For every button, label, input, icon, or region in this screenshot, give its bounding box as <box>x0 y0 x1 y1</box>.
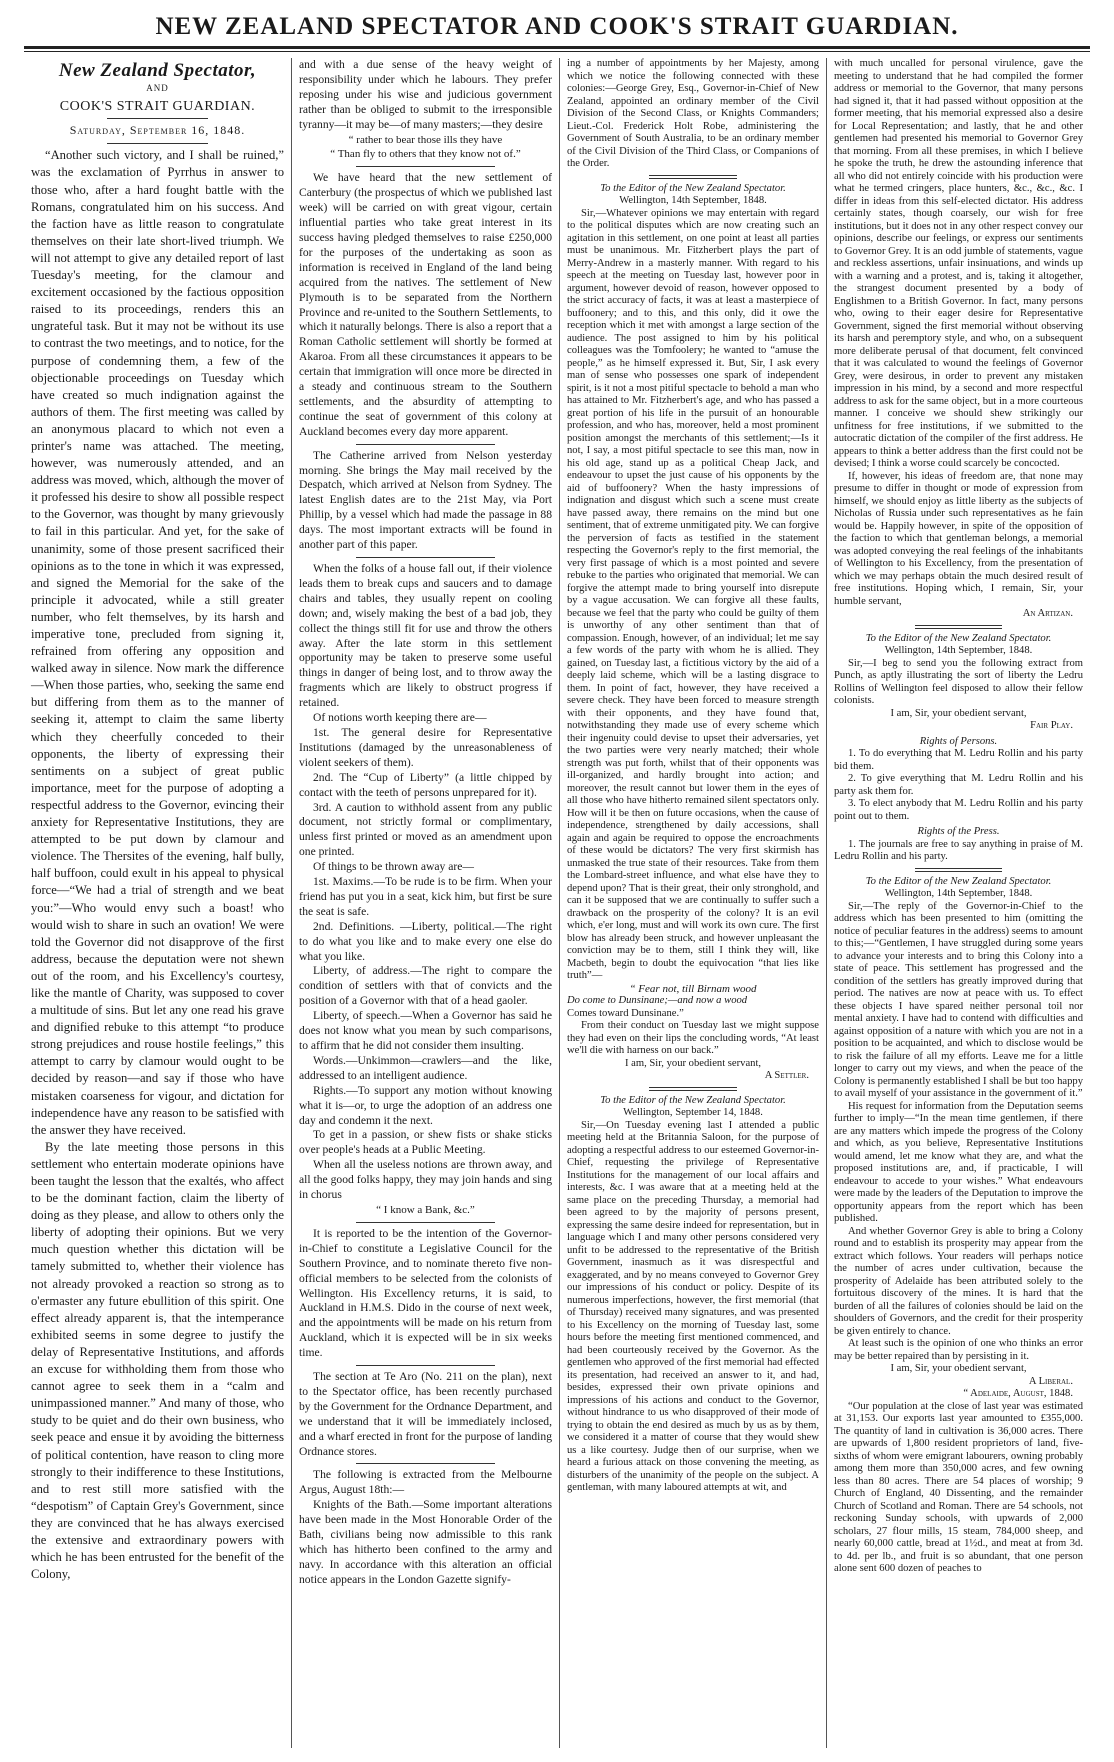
nameplate: New Zealand Spectator, <box>58 60 257 81</box>
news-paragraph: 1st. The general desire for Representative Institutions (damaged by the unreasonableness of violent seekers of them). <box>299 725 552 769</box>
letter-body: Sir,—The reply of the Governor-in-Chief to the address which has been presented to him (omitting the notice of peculiar features in the address) seems to amount to this;—“Gentlemen, I have struggled during some years to advance your interests and to bring this Colony into a state of peace. This settlement has progressed and the condition of the settlers has greatly improved during that period. The natives are now at peace with us. To effect these objects I have spared neither personal toil nor mental anxiety. I have had to contend with difficulties and against opposition of a nature with which you are not in a position to be acquainted, and which to disclose would be to risk the failure of all my efforts. Leave me for a little longer to carry out my views, and when the peace of the Colony is permanently established I shall be but too happy to avail myself of your assistance in the government of it.” <box>834 900 1083 1099</box>
nameplate-and: AND <box>146 83 169 94</box>
news-paragraph: Knights of the Bath.—Some important alterations have been made in the Most Honorable Order of the Bath, civilians being now admissible to this rank which has hitherto been confined to the army and navy. In accordance with this alteration an official notice appears in the London Gazette signify- <box>299 1498 552 1586</box>
letter-dateline: Wellington, September 14, 1848. <box>623 1107 763 1118</box>
letter-signature: A Liberal. <box>1028 1375 1073 1387</box>
verse-line: “ rather to bear those ills they have <box>348 133 503 146</box>
news-paragraph: When the folks of a house fall out, if their violence leads them to break cups and saucers and to damage chairs and tables, they usually repent on cooling down; and, wisely making the best of a bad job, they collect the things still fit for use and throw the others away. After the late storm in this settlement opportunity may be taken to preserve some useful things in danger of being lost, and to throw away the fragments which are likely to obstruct progress if retained. <box>299 562 552 710</box>
divider <box>356 1463 495 1464</box>
issue-date: Saturday, September 16, 1848. <box>69 123 246 138</box>
news-paragraph: 1st. Maxims.—To be rude is to be firm. When your friend has put you in a seat, kick him, but first be sure the seat is safe. <box>299 875 552 918</box>
extract-dateline: “ Adelaide, August, 1848. <box>963 1388 1073 1399</box>
letter-body: Sir,—Whatever opinions we may entertain with regard to the political disputes which are now creating such an agitation in this settlement, on one point at least all parties must be unanimous. Mr. Fitzherbert plays the part of Merry-Andrew in a masterly manner. With regard to his speech at the meeting on Tuesday last, however poor in argument, however devoid of reason, however opposed to the strict accuracy of facts, it was at least a masterpiece of buffoonery; and to this, and this only, did it owe the reception which it met with amongst a large section of the audience. The post assigned to him by his political colleagues was the Tomfoolery; he wanted to “amuse the people,” as he himself expressed it. But, Sir, I ask every man of sense who possesses one spark of independent spirit, is it not a most pitiful spectacle to behold a man who has attained to Mr. Fitzherbert's age, and who has passed a great portion of his life in the pursuit of an honourable profession, and who has, moreover, held a most prominent position amongst the merchants of this settlement;—Is it not, I say, a most pitiful spectacle to see this man, now in his old age, stand up as a political Cheap Jack, and endeavour to upset the just cause of his opponents by the aid of buffoonery? When the hasty impressions of indignation and disgust which such a scene must create have passed away, there remains on the mind but one sentiment, that of extreme unmitigated pity. We can forgive the perversion of facts as testified in the statement respecting the Governor's reply to the first memorial, the very first passage of which is a most pointed and severe rebuke to the parties who originated that memorial. We can forgive the attempt made to bring yourself into disrepute by a vague accusation. We can forgive all these faults, because we feel that the party who could be guilty of them is unworthy of any other sentiment than that of compassion. Enough, however, of an individual; let me say a few words of the party with whom he is allied. They gained, on Tuesday last, a fictitious victory by the aid of a deeply laid scheme, which will be a lasting disgrace to them. In point of fact, however, they have received a severe check. They have been forced to measure strength with their opponents, and they have found that, notwithstanding they made use of every scheme which their ingenuity could devise to upset their adversaries, yet the two parties were very nearly matched; their whole strength was put forth, whilst that of their opponents was ill-organized, and hardly brought into action; and moreover, the result cannot but lower them in the eyes of all those who have hitherto remained silent spectators only. How will it be then on future occasions, when the cause of independence, strengthened by daily accessions, shall again and again be required to oppose the encroachments of these would be dictators? The very first skirmish has unmasked the true state of their resources. Take from them the Lombard-street influence, and what else have they to depend upon? That is their great, their only stronghold, and can it be supposed that we are continually to suffer such a drawback on the prosperity of the colony? It is an evil which, e'er long, must and will work its own cure. The first blow has already been struck, and however unpleasant the conviction may be to them, still I think they will, like Macbeth, begin to doubt the equivocation “that lies like truth”— <box>567 207 819 981</box>
divider <box>356 166 495 167</box>
letter-dateline: Wellington, 14th September, 1848. <box>884 645 1033 656</box>
divider <box>649 175 737 179</box>
news-paragraph: We have heard that the new settlement of Canterbury (the prospectus of which we published last week) will be carried on with great vigour, certain influential parties who take great interest in its success having pledged themselves to raise £250,000 for the purposes of the undertaking as soon as information is received in England of the land being acquired from the natives. The settlement of New Plymouth is to be separated from the Northern Province and re-united to the Southern Settlements, to which it naturally belongs. There is also a report that a Roman Catholic settlement will shortly be formed at Akaroa. From all these circumstances it appears to be certain that immigration will once more be directed in a steady and continuous stream to the Southern settlements, and the absurdity of attempting to continue the seat of government of this colony at Auckland becomes every day more apparent. <box>299 171 552 438</box>
column-3 <box>559 58 826 1748</box>
news-paragraph: Rights.—To support any motion without knowing what it is—or, to urge the adoption of an address one day and condemn it the next. <box>299 1083 552 1127</box>
masthead-rule <box>24 46 1090 52</box>
verse-line: “ Than fly to others that they know not of.” <box>330 148 521 161</box>
letter-closing: I am, Sir, your obedient servant, <box>890 1363 1027 1374</box>
verse-line: Do come to Dunsinane;—and now a wood <box>567 995 748 1006</box>
news-paragraph: To get in a passion, or shew fists or shake sticks over people's heads at a Public Meeting. <box>299 1128 552 1157</box>
letter-body: Sir,—On Tuesday evening last I attended a public meeting held at the Britannia Saloon, for the purpose of adopting a respectful address to our esteemed Governor-in-Chief, requesting the privilege of Representative Institutions for the management of our local affairs and interests, &c. I was aware that at a meeting held at the same place on the preceding Thursday, a memorial had been agreed to by the majority of persons present, expressing the same desire indeed for representation, but in language which I and many other persons considered very unfit to be addressed to the representative of the British Government, inasmuch as it was disrespectful and exaggerated, and by no means conveyed to Governor Grey our impressions of his conduct or policy. Despite of its numerous imperfections, however, the first memorial (that of Thursday) received many signatures, and was presented to his Excellency on the morning of Tuesday last, some hours before the meeting first mentioned commenced, and had been courteously received by the Governor. As the gentlemen who approved of the first memorial had effected its presentation, had received an answer to it, and had, besides, expressed their own private opinions and impressions of his actions and conduct to the Governor, without hindrance to us who disapproved of their mode of trying to obtain the end desired as much by us as by them, we considered it a matter of course that they would shew us a like courtesy. Judge then of our surprise, when we heard a furious attack on those convening the meeting, as disturbers of the unanimity of the people on the subject. A gentleman, with many laboured attempts at wit, and <box>567 1119 819 1493</box>
verse-line: “ Fear not, till Birnam wood <box>629 982 757 995</box>
divider <box>356 444 495 445</box>
news-paragraph: The section at Te Aro (No. 211 on the plan), next to the Spectator office, has been recently purchased by the Government for the Ordnance Department, and we understand that it will be immediately inclosed, and a wharf erected in front for the purpose of landing Ordnance stores. <box>299 1370 552 1458</box>
masthead: NEW ZEALAND SPECTATOR AND COOK'S STRAIT GUARDIAN. <box>155 13 959 40</box>
letter-closing: I am, Sir, your obedient servant, <box>624 1057 762 1069</box>
editorial-paragraph: and with a due sense of the heavy weight of responsibility under which he labours. They prefer reposing under his wise and judicious government rather than be obliged to submit to the irresponsible tyranny—it may be—of many masters;—they desire <box>299 58 552 131</box>
news-paragraph: 2nd. The “Cup of Liberty” (a little chipped by contact with the teeth of persons unprepared for it). <box>299 770 552 799</box>
news-paragraph: The Catherine arrived from Nelson yesterday morning. She brings the May mail received by the Despatch, which arrived at Nelson from Sydney. The latest English dates are to the 21st May, via Port Phillip, by a vessel which had made the passage in 88 days. The most important extracts will be found in another part of this paper. <box>299 448 552 552</box>
letter-signature: Fair Play. <box>1030 720 1073 731</box>
columns <box>24 58 1090 1748</box>
letter-signature: A Settler. <box>764 1070 809 1081</box>
nameplate-subtitle: COOK'S STRAIT GUARDIAN. <box>59 99 256 115</box>
letter-signature: An Artizan. <box>1022 608 1073 619</box>
news-paragraph: It is reported to be the intention of the Governor-in-Chief to constitute a Legislative Council for the Southern Province, and to nominate thereto five non-official members to be selected from the colonists of Wellington. His Excellency returns, it is said, to Auckland in H.M.S. Dido in the course of next week, and the appointments will be made on his return from Auckland, which it is expected will be in six weeks time. <box>299 1226 552 1360</box>
divider <box>649 1087 737 1091</box>
letter-body: Sir,—I beg to send you the following extract from Punch, as aptly illustrating the sort of liberty the Ledru Rollins of Wellington feel disposed to allow their fellow colonists. <box>834 657 1083 706</box>
letter-heading: To the Editor of the New Zealand Spectator. <box>600 1094 786 1106</box>
letter-body: If, however, his ideas of freedom are, that none may presume to differ in thought or mode of expression from himself, we should enjoy as little liberty as the subjects of Nicholas of Russia under such representatives as he fain would be. Happily however, in spite of the opposition of the faction to which that gentleman belongs, a memorial was adopted conveying the real feelings of the inhabitants of Wellington to his Excellency, from the presentation of which we may perhaps obtain the much desired result of free institutions. Hoping which, I remain, Sir, your humble servant, <box>834 470 1083 607</box>
divider <box>915 625 1002 629</box>
letter-heading: To the Editor of the New Zealand Spectator. <box>865 875 1052 887</box>
column-1 <box>24 58 291 1748</box>
divider <box>915 868 1002 872</box>
section-heading: Rights of the Press. <box>917 826 1000 837</box>
letter-closing: I am, Sir, your obedient servant, <box>890 707 1027 719</box>
letter-heading: To the Editor of the New Zealand Spectator. <box>600 182 786 194</box>
news-paragraph: Liberty, of speech.—When a Governor has said he does not know what you mean by such comparisons, to affirm that he did not consider them insulting. <box>299 1009 552 1052</box>
letter-heading: To the Editor of the New Zealand Spectator. <box>865 632 1052 644</box>
list-item: 3. To elect anybody that M. Ledru Rollin and his party point out to them. <box>834 798 1083 822</box>
editorial-paragraph: “Another such victory, and I shall be ruined,” was the exclamation of Pyrrhus in answer to those who, after a hard fought battle with the Romans, congratulated him on his success. And the faction have as little reason to congratulate themselves on their late short-lived triumph. We will not attempt to give any detailed report of last Tuesday's meeting, for the clamour and excitement occasioned by the factious opposition raised to its proceedings, renders this an ungrateful task. But it may not be without its use to contrast the two meetings, and to notice, for the purpose of condemning them, a few of the objectionable proceedings on Tuesday which have created so much indignation against the authors of them. The first meeting was called by an anonymous placard to which not even a printer's name was attached. The meeting, however, was numerously attended, and an address was moved, which, although the mover of it professed his desire to show all possible respect to the Governor, was thought by many grievously to fail in this particular. And yet, for the sake of unanimity, some of those present sacrificed their opinions as to the tone in which it was expressed, and signed the Memorial for the sake of the principle it advocated, while a still greater number, who felt themselves, by its harsh and imperative tone, precluded from signing it, refrained from offering any opposition and walked away in silence. Now mark the difference—When those parties, who, seeking the same end but differing from them as to the manner of seeking it, attempt to claim the same liberty which they cheerfully conceded to their opponents, the liberty of expressing their sentiments on a subject of great public importance, meet for the purpose of adopting a respectful address to the Governor, evincing their anxiety for Representative Institutions, they are attempted to be put down by clamour and violence. The Thersites of the evening, half bully, half buffoon, could exult in his appeal to physical force—“We had a trial of strength and we beat you:”—Who would envy such a boast! who would wish to share in such an ovation! We were told the Governor did not disapprove of the first address, because the deputation were not shewn out of the room, and his Excellency's courtesy, like the mantle of Charity, was supposed to cover a multitude of sins. But let any one read his grave and dignified rebuke to this attempt “to produce strong prejudices and rouse hostile feelings,” this attempt to carry by clamour would ought to be decided by reason—and say if those who have mistaken coarseness for vigour, and dictation for independence have any reason to be satisfied with the answer they have received. <box>31 148 284 1137</box>
letter-body: with much uncalled for personal virulence, gave the meeting to understand that he had compiled the former address or memorial to the Governor, that many persons had signed it, that it had passed without opposition at the former meeting, that his memorial expressed also a desire for Local Representation; and lastly, that he and other gentlemen had presented his memorial to Governor Grey that morning. From all these premises, in which I believe he spoke the truth, he drew the astounding inference that all who did not entirely coincide with his production were what he termed cringers, place hunters, &c., &c., &c. I differ in ideas from this self-elected dictator. His address certainly states, though coarsely, our wish for free institutions, but it does not in any other respect convey our opinions, describe our feelings, or express our sentiments to Governor Grey. It is an odd jumble of statements, vague and reckless assertions, unfair insinuations, and winds up with a warning and a protest, and is, taking it altogether, the strangest document presented by a body of Englishmen to a British Governor. In fact, many persons who, owing to their eager desire for Representative Government, signed the first memorial without observing its harsh and peremptory style, and who, on a subsequent more deliberate perusal of that document, felt convinced that it was calculated to wound the feelings of Governor Grey, were desirous, in order to prevent any mistaken impression in his mind, by a second and more respectful address to ask for the same object, but in a more courteous manner. I conceive we should shew strikingly our unfitness for free institutions, if we submitted to the autocratic dictation of the compiler of the first address. He appears to think a better address than the first could not be devised; I think a worse could scarcely be concocted. <box>834 58 1083 469</box>
news-paragraph: Of notions worth keeping there are— <box>313 711 487 725</box>
news-paragraph: 3rd. A caution to withhold assent from any public document, not strictly formal or complimentary, unless first printed or moved as an amendment upon one printed. <box>299 800 552 859</box>
letter-body: And whether Governor Grey is able to bring a Colony round and to establish its prosperity may appear from the extract which follows. Your readers will perhaps notice the number of acres under cultivation, because the prosperity of Adelaide has been attributed solely to the fortuitous discovery of the mines. It is hard that the burden of all the failures of colonies should be laid on the shoulders of Governors, and the credit for their prosperity be given entirely to chance. <box>834 1225 1083 1337</box>
column-2 <box>291 58 559 1748</box>
editorial-paragraph: By the late meeting those persons in this settlement who entertain moderate opinions have been taught the lesson that the exaltés, who affect to be the dominant faction, claim the liberty of doing as they please, and allow to others only the liberty of adopting their opinions. But we very much question whether this dictation will be tamely submitted to, whether their violence has not already provoked a reaction so strong as to o'ermaster any future ebullition of this spirit. One effect already apparent is, that the intemperance exhibited seems in some degree to justify the delay of Representative Institutions, and affords an excuse for withholding them from those who cannot agree to seek them in a “calm and unimpassioned manner.” And many of those, who study to be quiet and do their own business, who seek peace and ensue it by avoiding the bitterness of political contention, have reason to cling more strongly to their indifference to these Institutions, and to rest still more satisfied with the “despotism” of Captain Grey's Government, since they are convinced that he has always exercised the extensive and extraordinary powers with which he has been entrusted for the benefit of the Colony, <box>31 1139 284 1582</box>
list-item: 1. The journals are free to say anything in praise of M. Ledru Rollin and his party. <box>834 838 1083 862</box>
list-item: 2. To give everything that M. Ledru Rollin and his party ask them for. <box>834 773 1083 797</box>
news-paragraph: The following is extracted from the Melbourne Argus, August 18th:— <box>299 1468 552 1497</box>
letter-body: From their conduct on Tuesday last we might suppose they had even on their lips the concluding words, “At least we'll die with harness on our back.” <box>567 1020 819 1056</box>
section-heading: Rights of Persons. <box>919 735 998 747</box>
extract-body: “Our population at the close of last year was estimated at 31,153. Our exports last year amounted to £355,000. The quantity of land in cultivation is 36,000 acres. There are upwards of 1,800 resident proprietors of land, five-sixths of whom were emigrant labourers, owning probably among them more than 350,000 acres, and few owning less than 80 acres. There are 54 places of worship; 9 Church of England, 40 Dissenting, and the remainder Church of Scotland and Roman. There are 54 schools, not reckoning Sunday schools, with upwards of 2,000 scholars, 27 flour mills, 15 steam, 784,000 sheep, and nearly 60,000 cattle, bread at 1½d., and meat at from 3d. to 4d. per lb., and fruit is so abundant, that one person alone sent 600 dozen of peaches to <box>834 1400 1083 1574</box>
divider <box>356 557 495 558</box>
news-paragraph: When all the useless notions are thrown away, and all the good folks happy, they may join hands and sing in chorus <box>299 1158 552 1202</box>
news-paragraph: 2nd. Definitions. —Liberty, political.—The right to do what you like and to make every one else do what you like. <box>299 919 552 963</box>
divider <box>356 1222 495 1223</box>
letter-body: At least such is the opinion of one who thinks an error may be better repaired than by persisting in it. <box>834 1338 1083 1362</box>
nameplate-rule <box>107 118 208 119</box>
letter-dateline: Wellington, 14th September, 1848. <box>884 888 1033 899</box>
verse-line: Comes toward Dunsinane.” <box>567 1007 684 1019</box>
news-paragraph: ing a number of appointments by her Majesty, among which we notice the following connected with these colonies:—George Grey, Esq., Governor-in-Chief of New Zealand, appointed an ordinary member of the Civil Division of the Second Class, or Knights Commanders; Lieut.-Col. Frederick Holt Robe, administering the Government of South Australia, to be an ordinary member of the Civil Division of the Third Class, or Companions of the Order. <box>567 58 819 169</box>
verse-line: “ I know a Bank, &c.” <box>376 1203 475 1216</box>
list-item: 1. To do everything that M. Ledru Rollin and his party bid them. <box>834 748 1083 772</box>
column-4 <box>826 58 1090 1748</box>
news-paragraph: Liberty, of address.—The right to compare the condition of settlers with that of convicts and the position of a Governor with that of a head gaoler. <box>299 964 552 1008</box>
news-paragraph: Words.—Unkimmon—crawlers—and the like, addressed to an intelligent audience. <box>299 1053 552 1082</box>
news-paragraph: Of things to be thrown away are— <box>313 860 474 874</box>
divider <box>356 1365 495 1366</box>
letter-dateline: Wellington, 14th September, 1848. <box>619 195 767 206</box>
date-rule <box>107 143 208 144</box>
letter-body: His request for information from the Deputation seems further to imply—“In the mean time gentlemen, if there are any matters which impede the progress of the Colony and which, as you believe, Representative Institutions would amend, let me know what they are, and what the proposed institutions are, and, if practicable, I will endeavour to accede to your wishes.” What endeavours were made by the leaders of the Deputation to improve the opportunity appears from the report which has been published. <box>834 1100 1083 1224</box>
